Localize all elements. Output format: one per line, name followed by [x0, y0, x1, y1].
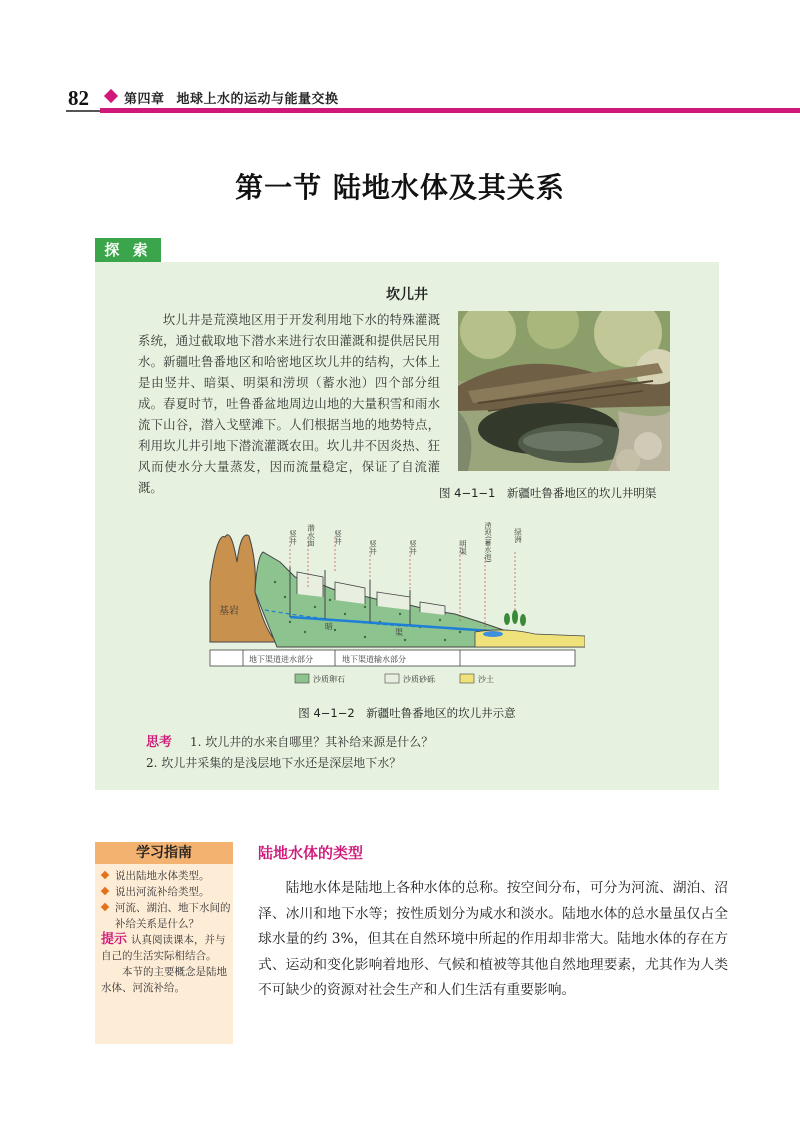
- study-guide-content: [101, 868, 231, 996]
- explore-paragraph: 坎儿井是荒漠地区用于开发利用地下水的特殊灌溉系统，通过截取地下潜水来进行农田灌溉和提供居民用水。新疆吐鲁番地区和哈密地区坎儿井的结构，大体上是由竖井、暗渠、明渠和涝坝（蓄水池）四个部分组成。春夏时节，吐鲁番盆地周边山地的大量积雪和雨水流下山谷，潜入戈壁滩下。人们根据当地的地势特点，利用坎儿井引地下潜流灌溉农田。坎儿井不因炎热、狂风而使水分大量蒸发，因而流量稳定，保证了自流灌溉。: [138, 312, 440, 495]
- explore-tab: 探 索: [95, 238, 161, 262]
- body-paragraph: 陆地水体是陆地上各种水体的总称。按空间分布，可分为河流、湖泊、沼泽、冰川和地下水等；按性质划分为咸水和淡水。陆地水体的总水量虽仅占全球水量的约 3%，但其在自然环境中所起的作用却非常大。陆地水体的存在方式、运动和变化影响着地形、气候和植被等其他自然地理要素，尤其作为人类不可缺少的资源对社会生产和人们生活有重要影响。: [258, 880, 728, 998]
- page-header: [0, 0, 800, 120]
- legend-item-sandy-soil: 沙土: [478, 675, 494, 684]
- study-guide-item: 说出河流补给类型。: [101, 884, 231, 900]
- diagram-reservoir-label: 涝坝(蓄水池): [484, 522, 492, 563]
- chapter-heading: [124, 88, 339, 107]
- study-guide-item: 河流、湖泊、地下水间的补给关系是什么？: [101, 900, 231, 932]
- tip-label: 提示: [101, 932, 128, 947]
- karez-photo: [458, 311, 670, 471]
- karez-diagram: [205, 522, 585, 697]
- diagram-shaft3-label: 竖井: [368, 540, 378, 555]
- chapter-label: 第四章: [124, 92, 165, 107]
- diagram-bedrock-label: 基岩: [219, 606, 239, 617]
- diagram-open-channel-label: 明渠: [458, 540, 468, 555]
- diamond-icon: [101, 903, 109, 911]
- legend-item-gravel: 沙质卵石: [313, 675, 345, 684]
- study-guide-item: 说出陆地水体类型。: [101, 868, 231, 884]
- question-2: 2. 坎儿井采集的是浅层地下水还是深层地下水？: [146, 756, 402, 770]
- diagram-shaft2-label: 竖井: [333, 530, 343, 545]
- think-label: 思考: [146, 735, 173, 750]
- diagram-dark-channel-label-b: 渠: [395, 628, 403, 637]
- diamond-icon: [104, 89, 118, 103]
- study-guide-title: 学习指南: [95, 842, 233, 864]
- header-accent-rule: [100, 108, 800, 113]
- diagram-zone2-label: 地下渠道输水部分: [342, 655, 406, 664]
- figure1-caption: 图 4−1−1 新疆吐鲁番地区的坎儿井明渠: [439, 486, 657, 500]
- question-1: 1. 坎儿井的水来自哪里？其补给来源是什么？: [190, 735, 434, 749]
- diamond-icon: [101, 887, 109, 895]
- diagram-dark-channel-label-a: 暗: [325, 622, 333, 631]
- study-guide-tip: [101, 932, 231, 964]
- tip-text: 认真阅读课本，并与自己的生活实际相结合。: [101, 934, 226, 962]
- diagram-water-table-label: 潜水面: [306, 524, 316, 547]
- legend-item-sandy-gravel: 沙质砂砾: [403, 675, 435, 684]
- explore-box-title: 坎儿井: [386, 287, 428, 303]
- diamond-icon: [101, 871, 109, 879]
- diagram-zone1-label: 地下渠道进水部分: [249, 655, 313, 664]
- diagram-shaft1-label: 竖井: [288, 530, 298, 545]
- chapter-title: 地球上水的运动与能量交换: [176, 92, 339, 107]
- study-guide-concept: 本节的主要概念是陆地水体、河流补给。: [101, 966, 227, 994]
- diagram-oasis-label: 绿洲: [513, 528, 523, 543]
- diagram-shaft4-label: 竖井: [408, 540, 418, 555]
- subsection-title: 陆地水体的类型: [258, 844, 364, 862]
- page-number: 82: [68, 86, 89, 110]
- section-title: 第一节 陆地水体及其关系: [235, 171, 565, 204]
- figure2-caption: 图 4−1−2 新疆吐鲁番地区的坎儿井示意: [298, 706, 516, 720]
